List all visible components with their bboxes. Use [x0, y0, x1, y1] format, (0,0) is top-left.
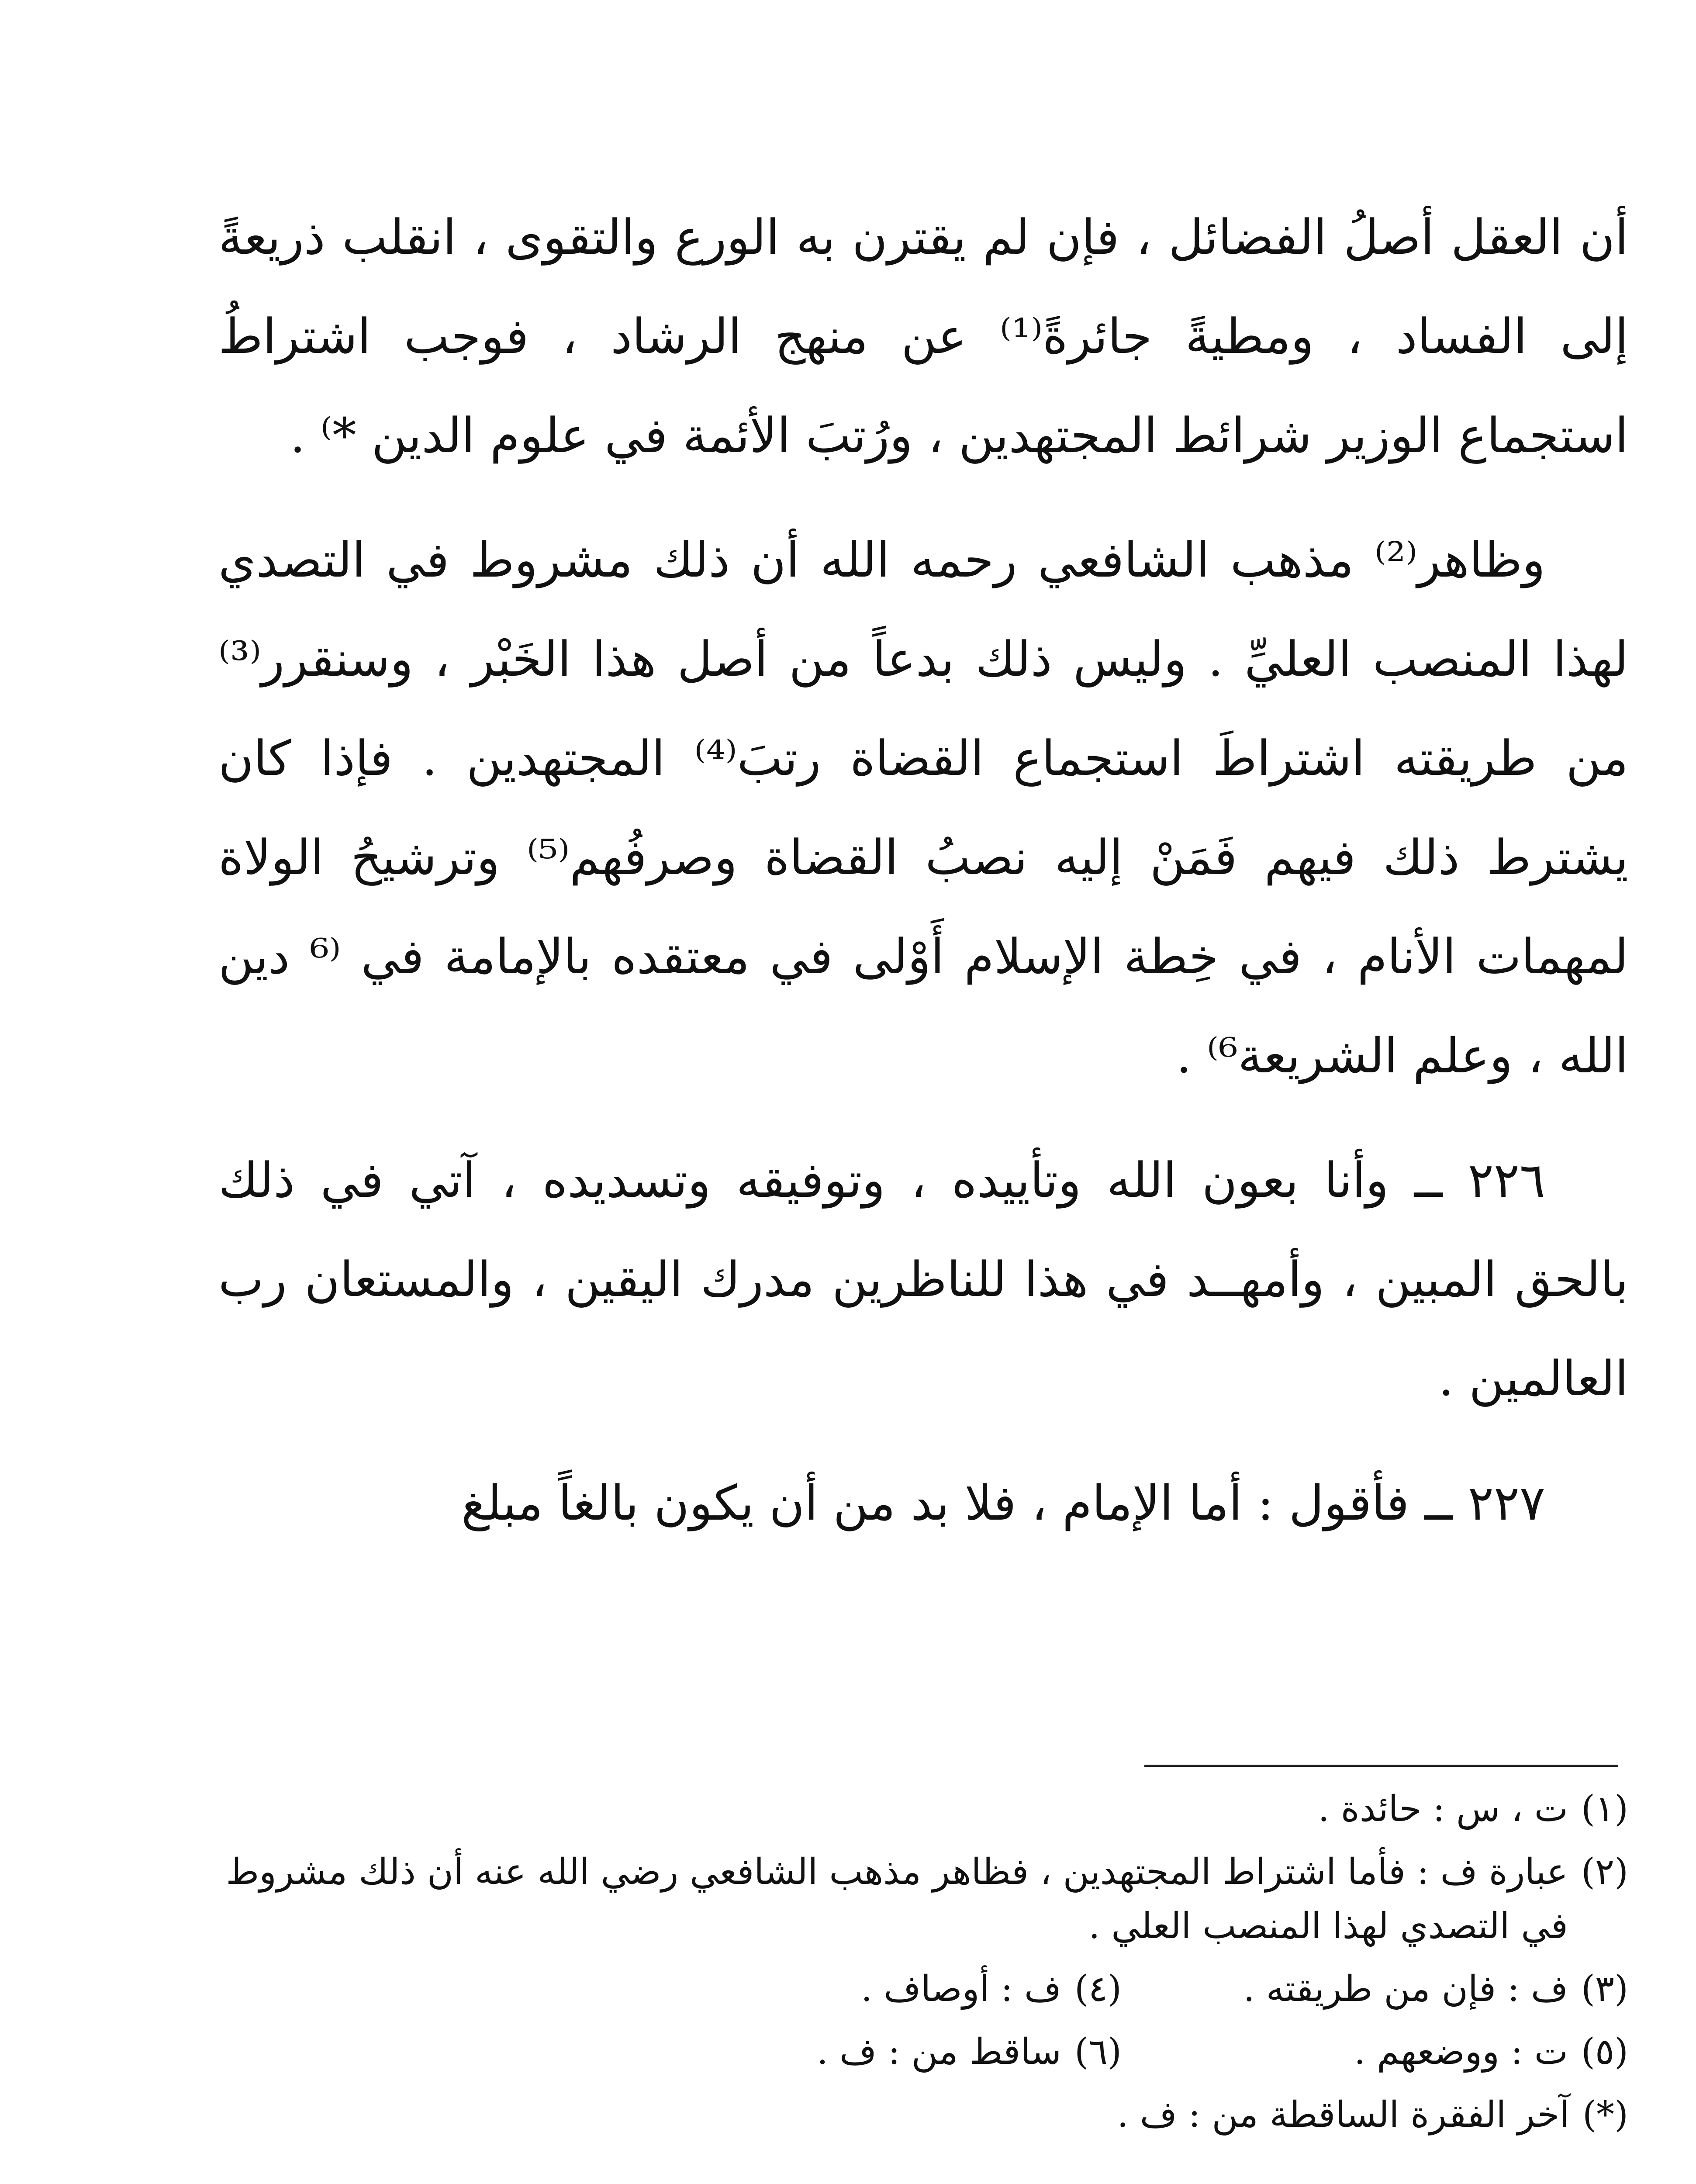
footnote-text: عبارة ف : فأما اشتراط المجتهدين ، فظاهر مذهب الشافعي رضي الله عنه أن ذلك مشروط في التصدي لهذا المنصب العلي . [226, 1851, 1568, 1947]
footnote-2 [218, 1845, 1628, 1953]
footnote-row-5-6 [218, 2025, 1628, 2079]
footnote-mark: (٥) [1581, 2031, 1628, 2073]
footnote-mark: (٢) [1581, 1851, 1628, 1893]
footnote-text: ت ، س : حائدة . [1318, 1788, 1568, 1830]
footnote-3 [1122, 1962, 1628, 2016]
footnote-5 [1122, 2025, 1628, 2079]
footnote-mark: (٤) [1074, 1968, 1122, 2010]
paragraph-1: أن العقل أصلُ الفضائل ، فإن لم يقترن به الورع والتقوى ، انقلب ذريعةً إلى الفساد ، ومطيةً جائرةً⁽¹⁾ عن منهج الرشاد ، فوجب اشتراطُ استجماع الوزير شرائط المجتهدين ، ورُتبَ الأئمة في علوم الدين *⁾ . [218, 209, 1628, 463]
footnote-mark: (*) [1582, 2094, 1628, 2136]
main-text [218, 188, 1628, 1578]
footnote-6 [615, 2025, 1122, 2079]
paragraph-226: ٢٢٦ ــ وأنا بعون الله وتأييده ، وتوفيقه وتسديده ، آتي في ذلك بالحق المبين ، وأمهــد في هذا للناظرين مدرك اليقين ، والمستعان رب العالمين . [218, 1152, 1628, 1406]
footnote-text: ت : ووضعهم . [1354, 2031, 1568, 2073]
footnote-text: آخر الفقرة الساقطة من : ف . [1117, 2094, 1570, 2136]
footnote-1 [218, 1782, 1628, 1836]
footnote-mark: (٦) [1074, 2031, 1122, 2073]
footnote-text: ساقط من : ف . [816, 2031, 1061, 2073]
paragraph-2: وظاهر⁽²⁾ مذهب الشافعي رحمه الله أن ذلك مشروط في التصدي لهذا المنصب العليِّ . وليس ذلك بدعاً من أصل هذا الخَبْر ، وسنقرر⁽³⁾ من طريقته اشتراطَ استجماع القضاة رتبَ⁽⁴⁾ المجتهدين . فإذا كان يشترط ذلك فيهم فَمَنْ إليه نصبُ القضاة وصرفُهم⁽⁵⁾ وترشيحُ الولاة لمهمات الأنام ، في خِطة الإسلام أَوْلى في معتقده بالإمامة في ⁽⁶ دين الله ، وعلم الشريعة⁶⁾ . [218, 532, 1628, 1084]
footnote-star [218, 2088, 1628, 2142]
footnote-divider [1144, 1765, 1618, 1767]
footnote-mark: (٣) [1581, 1968, 1628, 2010]
footnote-4 [615, 1962, 1122, 2016]
footnotes [218, 1782, 1628, 2151]
footnote-row-3-4 [218, 1962, 1628, 2016]
paragraph-227: ٢٢٧ ــ فأقول : أما الإمام ، فلا بد من أن يكون بالغاً مبلغ [461, 1475, 1545, 1531]
footnote-mark: (١) [1581, 1788, 1628, 1830]
footnote-text: ف : أوصاف . [861, 1968, 1061, 2010]
footnote-text: ف : فإن من طريقته . [1243, 1968, 1568, 2010]
